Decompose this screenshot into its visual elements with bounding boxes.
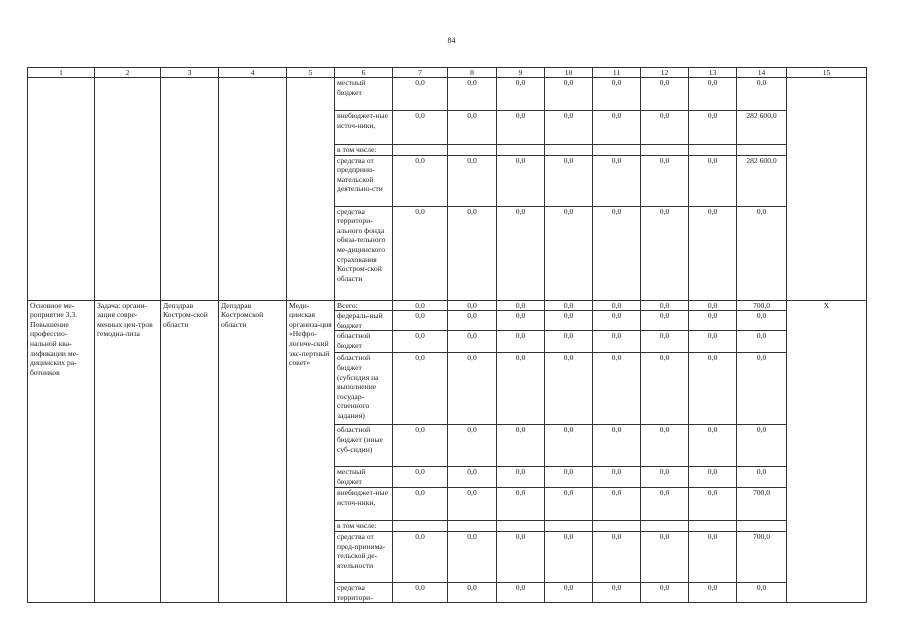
value-cell xyxy=(593,521,641,532)
value-cell: 0,0 xyxy=(545,467,593,488)
value-cell: 0,0 xyxy=(448,78,497,111)
source-label: местный бюджет xyxy=(335,467,393,488)
value-cell: 0,0 xyxy=(641,155,689,206)
value-cell: 0,0 xyxy=(641,111,689,145)
empty-cell-col4 xyxy=(219,78,287,301)
value-cell: 0,0 xyxy=(545,488,593,521)
value-cell: 0,0 xyxy=(393,331,448,353)
column-header: 9 xyxy=(497,68,545,78)
source-label: в том числе: xyxy=(335,145,393,156)
value-cell: 0,0 xyxy=(545,206,593,300)
value-cell xyxy=(641,521,689,532)
column-header: 3 xyxy=(161,68,219,78)
value-cell: 0,0 xyxy=(448,155,497,206)
empty-cell-col5 xyxy=(287,78,335,301)
column-header: 4 xyxy=(219,68,287,78)
value-cell: 0,0 xyxy=(593,78,641,111)
value-cell: 0,0 xyxy=(689,206,737,300)
value-cell: 0,0 xyxy=(593,467,641,488)
value-cell: 0,0 xyxy=(393,300,448,311)
empty-cell-col15 xyxy=(787,78,867,301)
column-header: 8 xyxy=(448,68,497,78)
value-cell: 0,0 xyxy=(545,425,593,467)
value-cell: 0,0 xyxy=(545,331,593,353)
value-cell: 0,0 xyxy=(497,300,545,311)
value-cell: 0,0 xyxy=(689,155,737,206)
table-row xyxy=(28,78,867,111)
value-cell xyxy=(593,145,641,156)
value-cell: 0,0 xyxy=(393,78,448,111)
column-header: 11 xyxy=(593,68,641,78)
value-cell: 0,0 xyxy=(641,300,689,311)
source-label: средства от пред-принима-тельской де-ятельности xyxy=(335,531,393,582)
page-number: 84 xyxy=(447,36,456,45)
value-cell: 0,0 xyxy=(448,353,497,425)
column-header: 5 xyxy=(287,68,335,78)
budget-table xyxy=(27,67,867,603)
source-label: средства территори- xyxy=(335,582,393,602)
column-header: 10 xyxy=(545,68,593,78)
activity-col4: Депздрав Костромской области xyxy=(219,300,287,603)
value-cell: 0,0 xyxy=(641,206,689,300)
value-cell: 0,0 xyxy=(497,531,545,582)
source-label: федераль-ный бюджет xyxy=(335,311,393,331)
value-cell: 0,0 xyxy=(393,111,448,145)
value-cell: 0,0 xyxy=(689,111,737,145)
value-cell: 0,0 xyxy=(593,311,641,331)
activity-col2: Задача: органи-зация совре-менных цен-тров гемодиа-лиза xyxy=(95,300,161,603)
value-cell xyxy=(545,521,593,532)
value-cell: 0,0 xyxy=(689,531,737,582)
value-cell: 0,0 xyxy=(689,311,737,331)
value-cell: 0,0 xyxy=(497,425,545,467)
value-cell: 0,0 xyxy=(393,488,448,521)
value-cell: 0,0 xyxy=(448,311,497,331)
value-cell: 0,0 xyxy=(497,78,545,111)
value-cell: 0,0 xyxy=(393,311,448,331)
value-cell: 0,0 xyxy=(393,155,448,206)
source-label: областной бюджет (иные суб-сидии) xyxy=(335,425,393,467)
value-cell: 0,0 xyxy=(737,206,787,300)
value-cell: 0,0 xyxy=(737,467,787,488)
value-cell: 0,0 xyxy=(641,425,689,467)
value-cell: 0,0 xyxy=(737,331,787,353)
value-cell: 0,0 xyxy=(393,353,448,425)
value-cell: 0,0 xyxy=(641,467,689,488)
value-cell: 0,0 xyxy=(497,353,545,425)
value-cell: 0,0 xyxy=(593,488,641,521)
value-cell: 700,0 xyxy=(737,531,787,582)
value-cell xyxy=(545,145,593,156)
value-cell: 0,0 xyxy=(393,582,448,602)
value-cell: 0,0 xyxy=(689,425,737,467)
value-cell xyxy=(689,521,737,532)
value-cell: 0,0 xyxy=(689,78,737,111)
column-header: 1 xyxy=(28,68,95,78)
value-cell xyxy=(641,145,689,156)
value-cell: 0,0 xyxy=(497,467,545,488)
table-body xyxy=(28,68,867,603)
value-cell: 0,0 xyxy=(737,582,787,602)
value-cell: 0,0 xyxy=(545,353,593,425)
column-header: 13 xyxy=(689,68,737,78)
value-cell: 0,0 xyxy=(593,155,641,206)
column-header: 6 xyxy=(335,68,393,78)
value-cell: 0,0 xyxy=(497,331,545,353)
empty-cell-col2 xyxy=(95,78,161,301)
value-cell: 0,0 xyxy=(593,582,641,602)
value-cell xyxy=(497,521,545,532)
value-cell: 700,0 xyxy=(737,300,787,311)
column-header: 7 xyxy=(393,68,448,78)
value-cell: 0,0 xyxy=(497,111,545,145)
source-label: местный бюджет xyxy=(335,78,393,111)
value-cell: 0,0 xyxy=(545,111,593,145)
value-cell: 0,0 xyxy=(641,531,689,582)
value-cell xyxy=(689,145,737,156)
value-cell: 0,0 xyxy=(689,300,737,311)
value-cell xyxy=(393,145,448,156)
value-cell: 0,0 xyxy=(545,311,593,331)
empty-cell-col1 xyxy=(28,78,95,301)
value-cell: 0,0 xyxy=(448,206,497,300)
value-cell: 0,0 xyxy=(689,353,737,425)
value-cell xyxy=(448,521,497,532)
value-cell: 0,0 xyxy=(448,531,497,582)
value-cell: 0,0 xyxy=(448,111,497,145)
value-cell: 0,0 xyxy=(689,582,737,602)
source-label: Всего: xyxy=(335,300,393,311)
value-cell: 0,0 xyxy=(448,331,497,353)
value-cell: 0,0 xyxy=(393,531,448,582)
value-cell: 0,0 xyxy=(393,425,448,467)
value-cell: 0,0 xyxy=(497,155,545,206)
source-label: областной бюджет (субсидия на выполнение государ-ственного задания) xyxy=(335,353,393,425)
header-row xyxy=(28,68,867,78)
value-cell: 0,0 xyxy=(545,155,593,206)
value-cell: 0,0 xyxy=(448,467,497,488)
source-label: областной бюджет xyxy=(335,331,393,353)
value-cell: 0,0 xyxy=(593,353,641,425)
value-cell: 0,0 xyxy=(641,78,689,111)
value-cell: 282 600,0 xyxy=(737,111,787,145)
value-cell: 282 600,0 xyxy=(737,155,787,206)
source-label: средства от предприни-мательской деятельно-сти xyxy=(335,155,393,206)
value-cell: 0,0 xyxy=(689,331,737,353)
value-cell: 0,0 xyxy=(545,300,593,311)
value-cell: 0,0 xyxy=(641,311,689,331)
value-cell: 0,0 xyxy=(641,488,689,521)
value-cell: 0,0 xyxy=(689,488,737,521)
column-header: 14 xyxy=(737,68,787,78)
value-cell: 0,0 xyxy=(497,582,545,602)
value-cell xyxy=(737,145,787,156)
value-cell: 0,0 xyxy=(593,300,641,311)
value-cell: 0,0 xyxy=(593,531,641,582)
value-cell: 0,0 xyxy=(593,111,641,145)
activity-col3: Депздрав Костром-ской области xyxy=(161,300,219,603)
value-cell: 0,0 xyxy=(393,467,448,488)
value-cell: 0,0 xyxy=(448,488,497,521)
value-cell: 0,0 xyxy=(689,467,737,488)
value-cell: 0,0 xyxy=(497,488,545,521)
value-cell: 0,0 xyxy=(641,353,689,425)
value-cell: 0,0 xyxy=(737,353,787,425)
table-row xyxy=(28,300,867,311)
value-cell: 0,0 xyxy=(448,425,497,467)
value-cell: 0,0 xyxy=(593,425,641,467)
value-cell xyxy=(737,521,787,532)
column-header: 2 xyxy=(95,68,161,78)
source-label: средства территори-ального фонда обяза-тельного ме-дицинского страхования Костром-ской области xyxy=(335,206,393,300)
column-header: 12 xyxy=(641,68,689,78)
value-cell: 0,0 xyxy=(737,78,787,111)
value-cell: 0,0 xyxy=(448,582,497,602)
value-cell: 0,0 xyxy=(448,300,497,311)
value-cell: 0,0 xyxy=(393,206,448,300)
value-cell: 0,0 xyxy=(497,206,545,300)
column-header: 15 xyxy=(787,68,867,78)
value-cell: 0,0 xyxy=(545,78,593,111)
activity-col1: Основное ме-роприятие 3.3. Повышение профессио-нальной ква-лификации ме-дицинских ра-ботников xyxy=(28,300,95,603)
value-cell: 0,0 xyxy=(545,582,593,602)
activity-col5: Меди-цинская организа-ция «Нефро-логиче-ский экс-пертный совет» xyxy=(287,300,335,603)
value-cell: 0,0 xyxy=(497,311,545,331)
value-cell: 0,0 xyxy=(593,331,641,353)
source-label: внебюджет-ные источ-ники, xyxy=(335,488,393,521)
value-cell: 700,0 xyxy=(737,488,787,521)
mark-x: Х xyxy=(787,300,867,603)
empty-cell-col3 xyxy=(161,78,219,301)
value-cell: 0,0 xyxy=(545,531,593,582)
value-cell: 0,0 xyxy=(641,582,689,602)
value-cell xyxy=(393,521,448,532)
value-cell xyxy=(497,145,545,156)
value-cell xyxy=(448,145,497,156)
value-cell: 0,0 xyxy=(593,206,641,300)
source-label: внебюджет-ные источ-ники, xyxy=(335,111,393,145)
source-label: в том числе: xyxy=(335,521,393,532)
value-cell: 0,0 xyxy=(737,425,787,467)
value-cell: 0,0 xyxy=(737,311,787,331)
value-cell: 0,0 xyxy=(641,331,689,353)
